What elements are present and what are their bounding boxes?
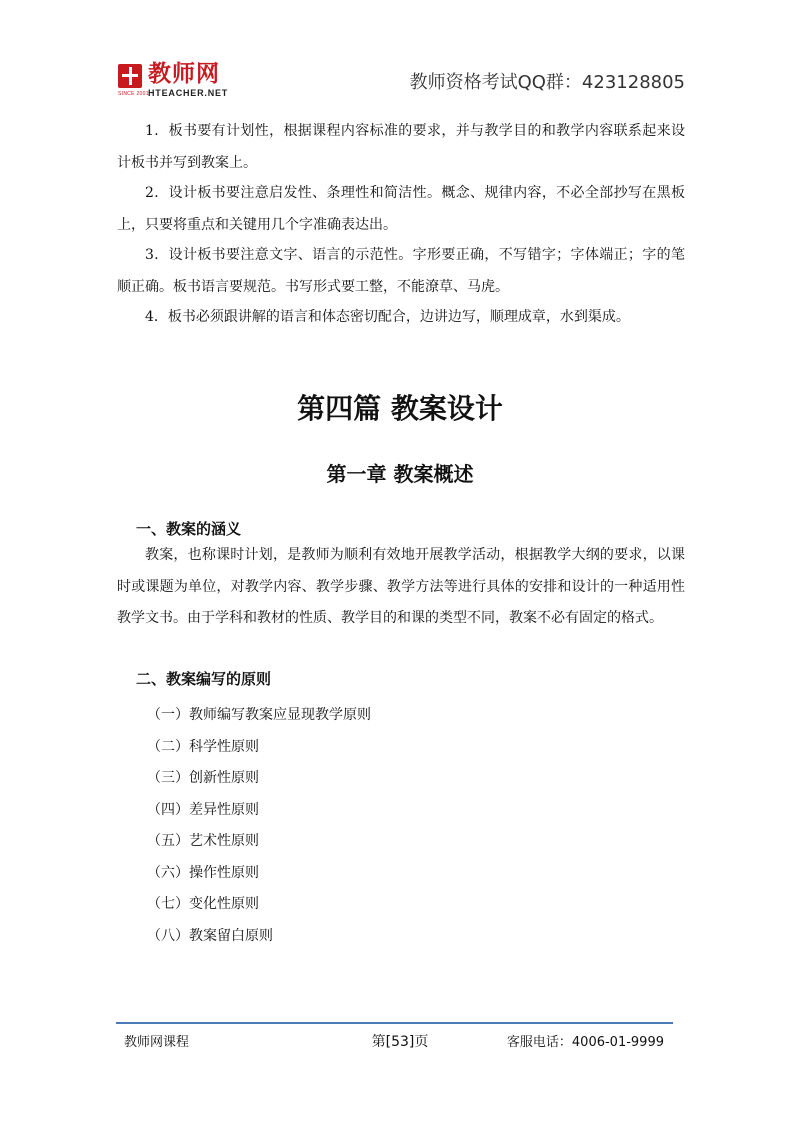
page-header: [0, 0, 800, 100]
list-item: （一）教师编写教案应显现教学原则: [147, 707, 371, 723]
list-item: （二）科学性原则: [147, 738, 259, 755]
logo-subtext: HTEACHER.NET: [148, 88, 229, 98]
footer-divider: [116, 1022, 673, 1024]
section-title-principles: 二、教案编写的原则: [136, 670, 272, 688]
list-item: （六）操作性原则: [147, 864, 259, 881]
logo-mark-icon: [118, 64, 142, 88]
logo-since: SINCE 2001: [118, 91, 149, 97]
intro-paragraph-4: 4．板书必须跟讲解的语言和体态密切配合，边讲边写，顺理成章，水到渠成。: [145, 309, 630, 325]
chapter-title: 第一章 教案概述: [326, 462, 474, 486]
intro-paragraph-2: 2．设计板书要注意启发性、条理性和简洁性。概念、规律内容，不必全部抄写在黑板上，只要将重点和关键用几个字准确表达出。: [117, 185, 685, 233]
intro-paragraph-3: 3．设计板书要注意文字、语言的示范性。字形要正确，不写错字；字体端正；字的笔顺正确。板书语言要规范。书写形式要工整，不能潦草、马虎。: [117, 247, 685, 295]
section-title-meaning: 一、教案的涵义: [136, 520, 242, 538]
list-item: （八）教案留白原则: [147, 927, 273, 944]
page-number: 第[53]页: [371, 1034, 429, 1050]
intro-paragraph-1: 1．板书要有计划性，根据课程内容标准的要求，并与教学目的和教学内容联系起来设计板书并写到教案上。: [117, 123, 685, 171]
section-body-meaning: 教案，也称课时计划，是教师为顺利有效地开展教学活动，根据教学大纲的要求，以课时或课题为单位，对教学内容、教学步骤、教学方法等进行具体的安排和设计的一种适用性教学文书。由于学科和教材的性质、教学目的和课的类型不同，教案不必有固定的格式。: [117, 547, 685, 626]
footer-course-label: 教师网课程: [124, 1035, 190, 1050]
list-item: （七）变化性原则: [147, 896, 259, 912]
list-item: （五）艺术性原则: [147, 833, 259, 849]
logo-text-block: [148, 62, 228, 98]
qq-group-info: 教师资格考试QQ群：423128805: [409, 72, 685, 93]
logo: [118, 62, 228, 102]
part-title: 第四篇 教案设计: [297, 392, 503, 425]
list-item: （四）差异性原则: [147, 801, 259, 818]
principles-list: [147, 700, 371, 952]
footer-service-phone: 客服电话：4006-01-9999: [506, 1035, 664, 1050]
list-item: （三）创新性原则: [147, 770, 259, 786]
logo-text: 教师网: [148, 61, 220, 87]
